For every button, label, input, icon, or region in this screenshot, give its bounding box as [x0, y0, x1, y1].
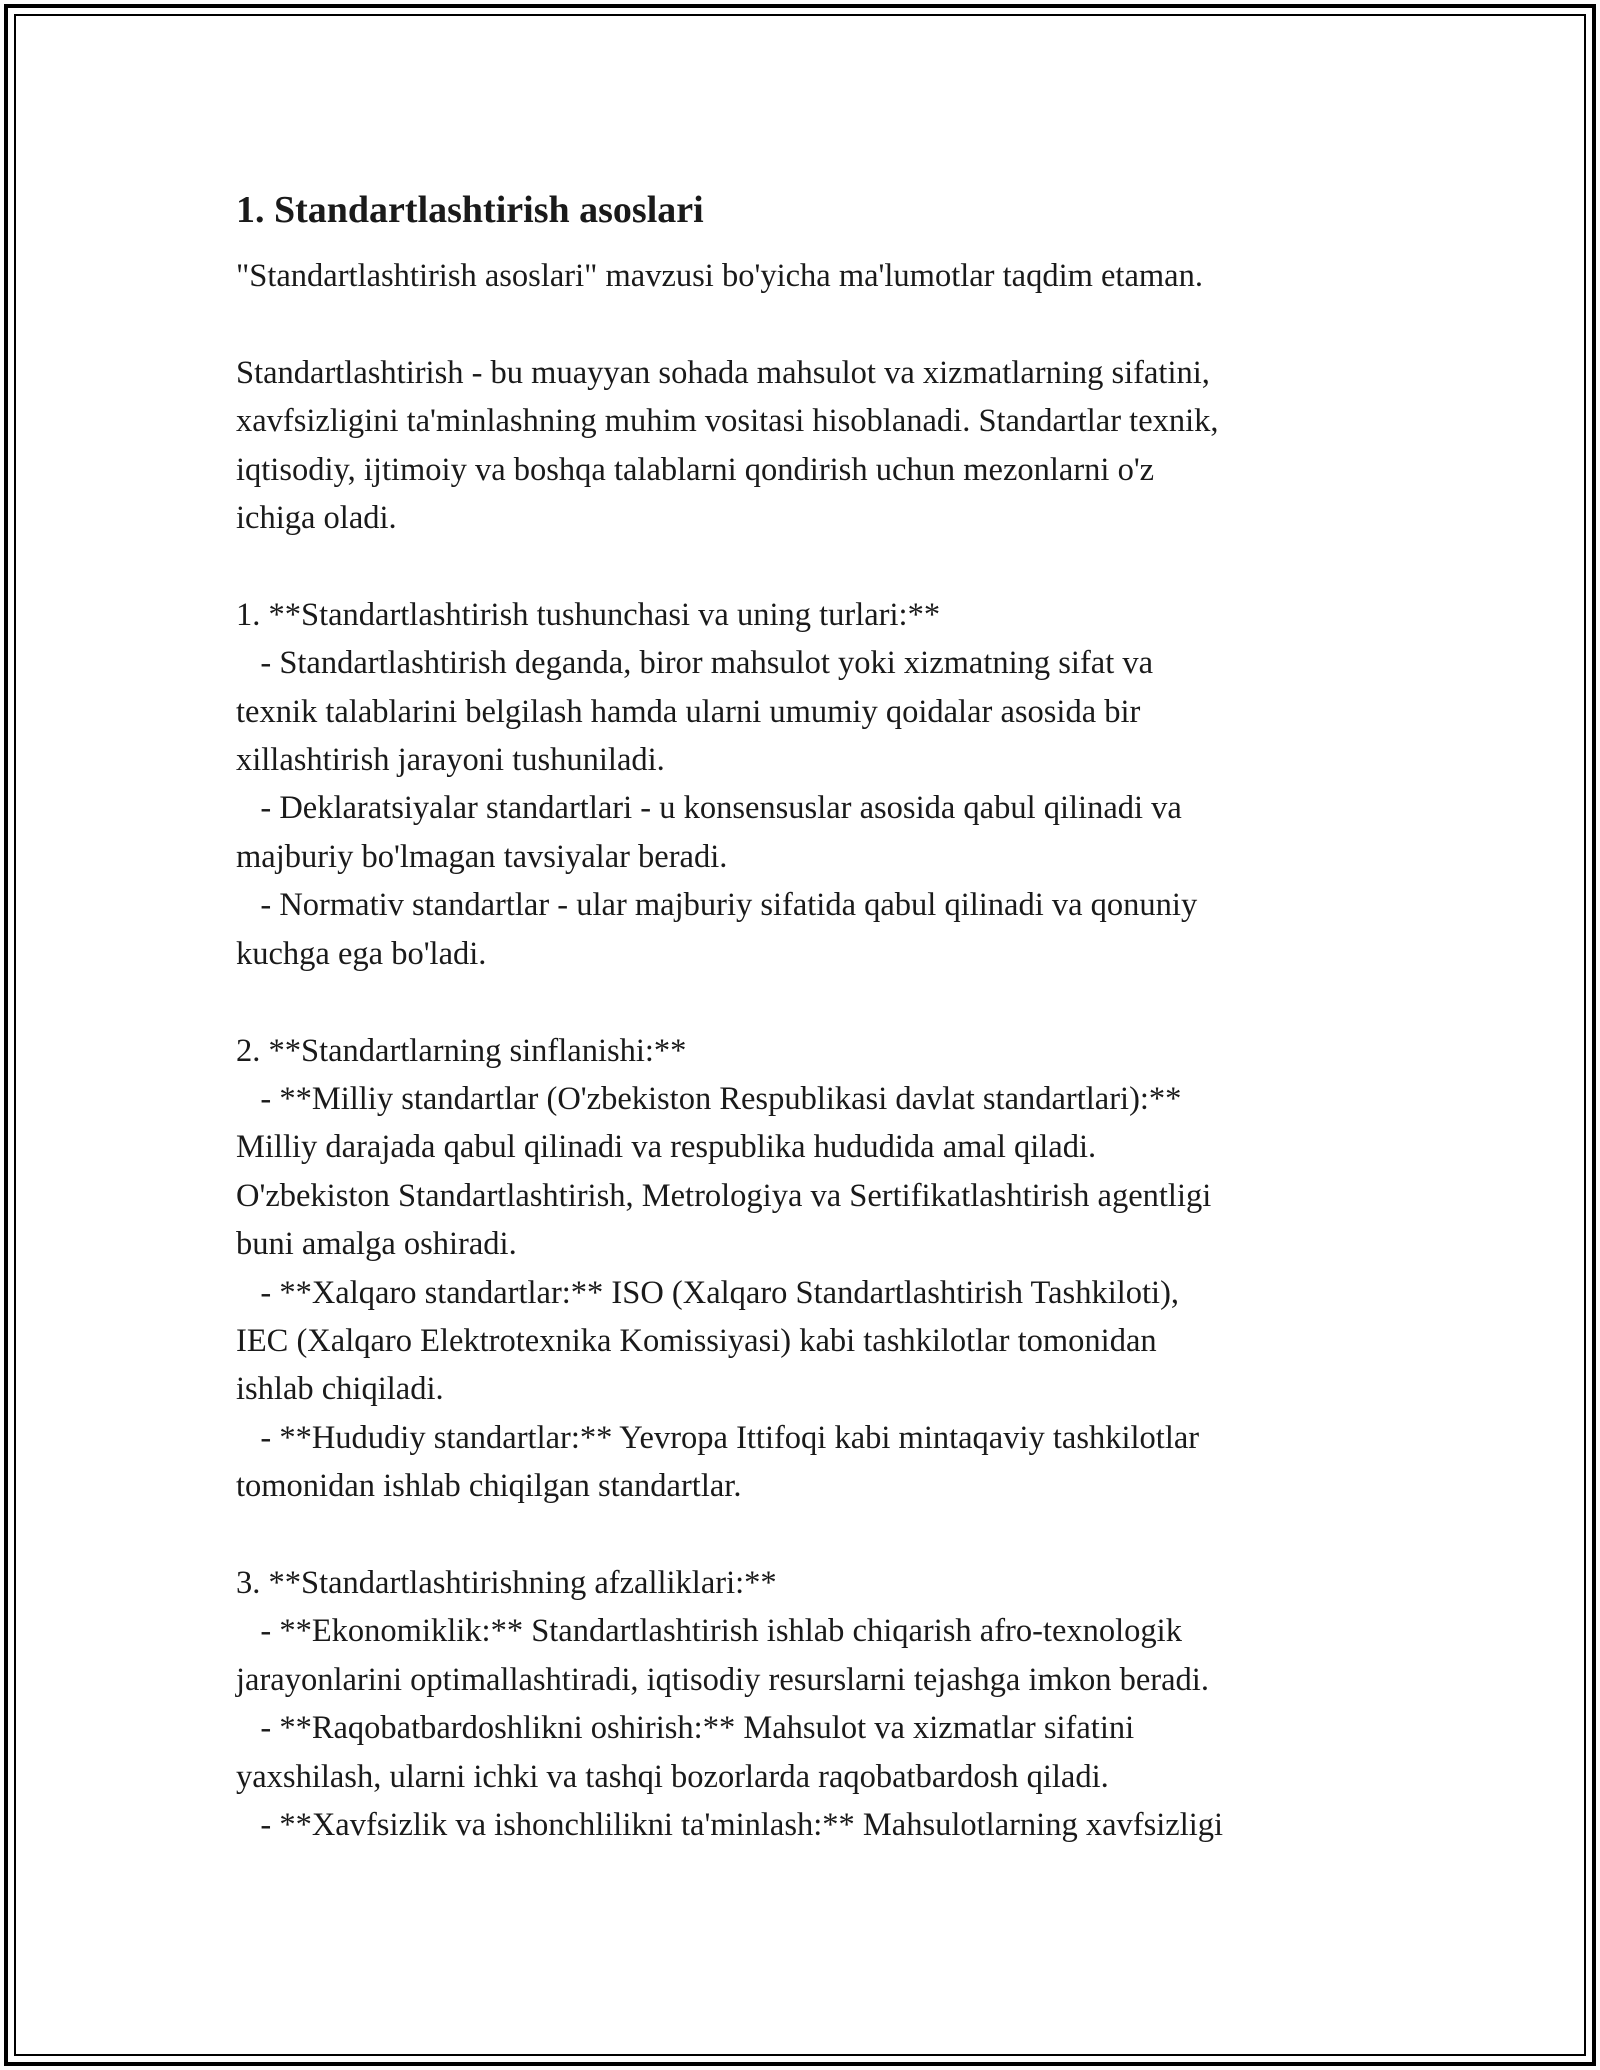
document-content: [236, 186, 1376, 1849]
document-title: 1. Standartlashtirish asoslari: [236, 189, 704, 231]
document-body: "Standartlashtirish asoslari" mavzusi bo'yicha ma'lumotlar taqdim etaman. Standartlashtirish - bu muayyan sohada mahsulot va xizmatlarning sifatini, xavfsizligini ta'minlashning muhim vositasi hisoblanadi. Standartlar texnik, iqtisodiy, ijtimoiy va boshqa talablarni qondirish uchun mezonlarni o'z ichiga oladi. 1. **Standartlashtirish tushunchasi va uning turlari:** - Standartlashtirish deganda, biror mahsulot yoki xizmatning sifat va texnik talablarini belgilash hamda ularni umumiy qoidalar asosida bir xillashtirish jarayoni tushuniladi. - Deklaratsiyalar standartlari - u konsensuslar asosida qabul qilinadi va majburiy bo'lmagan tavsiyalar beradi. - Normativ standartlar - ular majburiy sifatida qabul qilinadi va qonuniy kuchga ega bo'ladi. 2. **Standartlarning sinflanishi:** - **Milliy standartlar (O'zbekiston Respublikasi davlat standartlari):** Milliy darajada qabul qilinadi va respublika hududida amal qiladi. O'zbekiston Standartlashtirish, Metrologiya va Sertifikatlashtirish agentligi buni amalga oshiradi. - **Xalqaro standartlar:** ISO (Xalqaro Standartlashtirish Tashkiloti), IEC (Xalqaro Elektrotexnika Komissiyasi) kabi tashkilotlar tomonidan ishlab chiqiladi. - **Hududiy standartlar:** Yevropa Ittifoqi kabi mintaqaviy tashkilotlar tomonidan ishlab chiqilgan standartlar. 3. **Standartlashtirishning afzalliklari:** - **Ekonomiklik:** Standartlashtirish ishlab chiqarish afro-texnologik jarayonlarini optimallashtiradi, iqtisodiy resurslarni tejashga imkon beradi. - **Raqobatbardoshlikni oshirish:** Mahsulot va xizmatlar sifatini yaxshilash, ularni ichki va tashqi bozorlarda raqobatbardosh qiladi. - **Xavfsizlik va ishonchlilikni ta'minlash:** Mahsulotlarning xavfsizligi: [236, 258, 1224, 1843]
